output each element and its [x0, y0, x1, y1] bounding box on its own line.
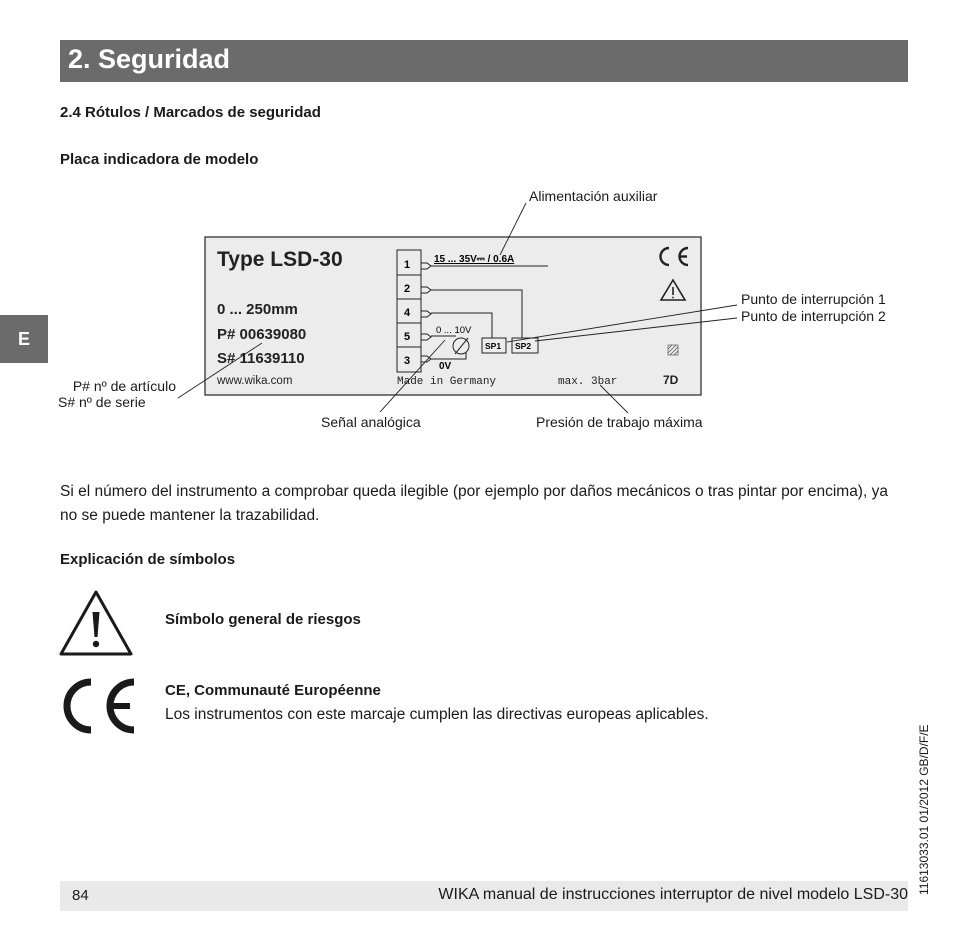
sp2-label: SP2: [515, 341, 532, 351]
page-number: 84: [72, 887, 89, 904]
terminal-5: 5: [404, 331, 411, 343]
section-title: 2. Seguridad: [68, 44, 231, 74]
footer: [60, 881, 908, 911]
supply-label: 15 ... 35V⎓ / 0.6A: [434, 254, 515, 265]
document-code: 11613033.01 01/2012 GB/D/F/E: [917, 724, 931, 895]
language-tab: E: [0, 315, 48, 363]
terminal-3: 3: [404, 355, 411, 367]
manual-title: WIKA manual de instrucciones interruptor de nivel modelo LSD-30: [438, 886, 908, 903]
plate-made-in: Made in Germany: [397, 376, 497, 388]
callout-max-pressure: Presión de trabajo máxima: [536, 414, 703, 430]
plate-serial-number: S# 11639110: [217, 350, 305, 367]
sp1-label: SP1: [485, 341, 502, 351]
nameplate-figure: [0, 0, 954, 440]
plate-range: 0 ... 250mm: [217, 301, 298, 318]
subsection-heading: 2.4 Rótulos / Marcados de seguridad: [60, 104, 321, 121]
callout-switch-point-1: Punto de interrupción 1: [741, 291, 886, 307]
analog-label: 0 ... 10V: [436, 325, 472, 336]
callout-analog-signal: Señal analógica: [321, 414, 421, 430]
traceability-paragraph: Si el número del instrumento a comprobar queda ilegible (por ejemplo por daños mecánicos o tras pintar por encima), ya no se puede mantener la trazabilidad.: [60, 483, 888, 524]
symbol-ce-title: CE, Communauté Européenne: [165, 682, 381, 699]
plate-date-code: 7D: [663, 373, 679, 387]
plate-website: www.wika.com: [217, 375, 293, 387]
terminal-block: [397, 250, 421, 372]
terminal-4: 4: [404, 307, 411, 319]
plate-heading: Placa indicadora de modelo: [60, 151, 259, 168]
ce-mark-icon: [58, 678, 138, 734]
symbols-heading: Explicación de símbolos: [60, 551, 236, 568]
callout-aux-power: Alimentación auxiliar: [529, 188, 658, 204]
symbol-ce-text: Los instrumentos con este marcaje cumplen las directivas europeas aplicables.: [165, 706, 709, 723]
terminal-2: 2: [404, 283, 411, 295]
plate-type: Type LSD-30: [217, 248, 343, 271]
plate-max-pressure: max. 3bar: [558, 376, 618, 388]
callout-switch-point-2: Punto de interrupción 2: [741, 308, 886, 324]
symbol-hazard-title: Símbolo general de riesgos: [165, 611, 361, 628]
plate-part-number: P# 00639080: [217, 326, 307, 343]
zero-volt-label: 0V: [439, 361, 452, 372]
callout-article-no: P# nº de artículo: [72, 378, 176, 394]
callout-serial-no: S# nº de serie: [58, 394, 146, 410]
warning-triangle-icon: [58, 588, 134, 658]
terminal-1: 1: [404, 259, 411, 271]
